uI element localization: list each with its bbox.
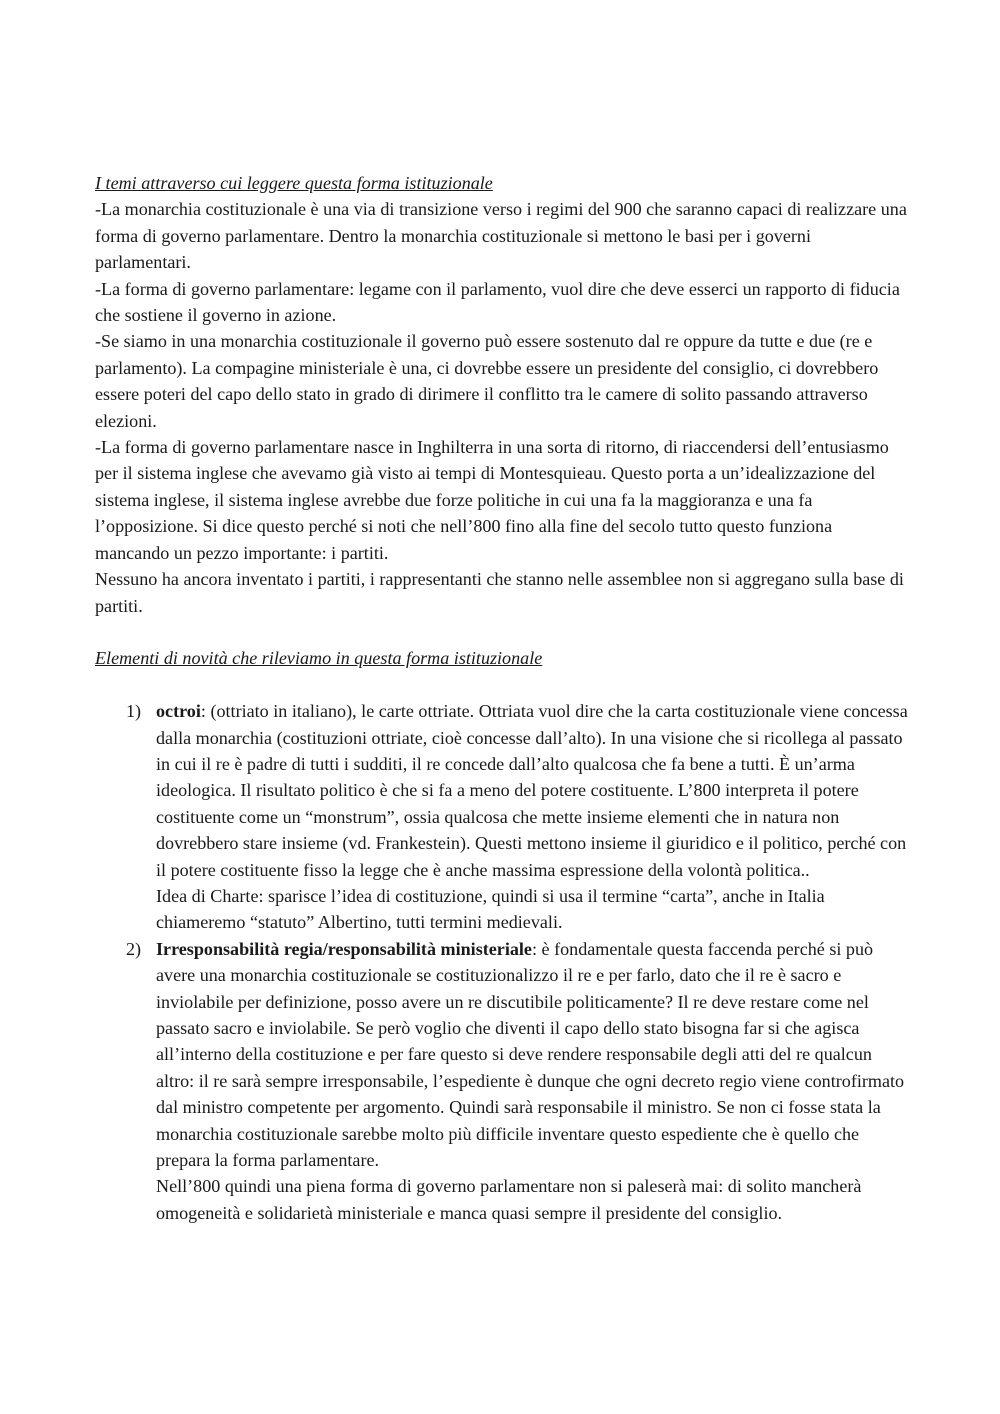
- document-page: [95, 170, 910, 1226]
- list-item: [95, 936, 910, 1226]
- paragraph-5: Nessuno ha ancora inventato i partiti, i rappresentanti che stanno nelle assemblee non si aggregano sulla base di partiti.: [95, 569, 904, 616]
- list-item-text: : (ottriato in italiano), le carte ottriate. Ottriata vuol dire che la carta costituzionale viene concessa dalla monarchia (costituzioni ottriate, cioè concesse dall’alto). In una visione che si ricollega al passato in cui il re è padre di tutti i sudditi, il re concede dall’alto qualcosa che fa bene a tutti. È un’arma ideologica. Il risultato politico è che si fa a meno del potere costituente. L’800 interpreta il potere costituente come un “monstrum”, ossia qualcosa che mette insieme elementi che in natura non dovrebbero stare insieme (vd. Frankestein). Questi mettono insieme il giuridico e il politico, perché con il potere costituente fisso la legge che è anche massima espressione della volontà politica..: [156, 701, 908, 880]
- list-number: 1): [126, 701, 142, 722]
- list-item-text: : è fondamentale questa faccenda perché si può avere una monarchia costituzionale se costituzionalizzo il re e per farlo, dato che il re è sacro e inviolabile per definizione, posso avere un re discutibile politicamente? Il re deve restare come nel passato sacro e inviolabile. Se però voglio che diventi il capo dello stato bisogna far si che agisca all’interno della costituzione e per fare questo si deve rendere responsabile degli atti del re qualcun altro: il re sarà sempre irresponsabile, l’espediente è dunque che ogni decreto regio viene controfirmato dal ministro competente per argomento. Quindi sarà responsabile il ministro. Se non ci fosse stata la monarchia costituzionale sarebbe molto più difficile inventare questo espediente che è quello che prepara la forma parlamentare.: [156, 938, 905, 1170]
- list-item-body: [156, 936, 910, 1174]
- list-number: 2): [126, 938, 142, 959]
- section-heading-elementi: Elementi di novità che rileviamo in questa forma istituzionale: [95, 648, 543, 669]
- paragraph-2: -La forma di governo parlamentare: legame con il parlamento, vuol dire che deve esserci un rapporto di fiducia che sostiene il governo in azione.: [95, 278, 900, 326]
- spacer: [95, 672, 910, 698]
- list-item-title: octroi: [156, 701, 201, 722]
- section-heading-temi: I temi attraverso cui leggere questa forma istituzionale: [95, 173, 493, 193]
- paragraph-4: -La forma di governo parlamentare nasce in Inghilterra in una sorta di ritorno, di riaccendersi dell’entusiasmo per il sistema inglese che avevamo già visto ai tempi di Montesquieau. Questo porta a un’idealizzazione del sistema inglese, il sistema inglese avrebbe due forze politiche in cui una fa la maggioranza e una fa l’opposizione. Si dice questo perché si noti che nell’800 fino alla fine del secolo tutto questo funziona mancando un pezzo importante: i partiti.: [95, 437, 889, 563]
- list-item-title: Irresponsabilità regia/responsabilità ministeriale: [156, 938, 532, 959]
- paragraph-3: -Se siamo in una monarchia costituzionale il governo può essere sostenuto dal re oppure da tutte e due (re e parlamento). La compagine ministeriale è una, ci dovrebbe essere un presidente del consiglio, ci dovrebbero essere poteri del capo dello stato in grado di dirimere il conflitto tra le camere di solito passando attraverso elezioni.: [95, 331, 879, 431]
- spacer: [95, 619, 910, 645]
- numbered-list: [95, 698, 910, 1226]
- list-item-extra: Idea di Charte: sparisce l’idea di costituzione, quindi si usa il termine “carta”, anche in Italia chiameremo “statuto” Albertino, tutti termini medievali.: [156, 885, 825, 933]
- paragraph-1: -La monarchia costituzionale è una via di transizione verso i regimi del 900 che saranno capaci di realizzare una forma di governo parlamentare. Dentro la monarchia costituzionale si mettono le basi per i governi parlamentari.: [95, 199, 907, 273]
- list-item-body: [156, 698, 910, 883]
- list-item-extra: Nell’800 quindi una piena forma di governo parlamentare non si paleserà mai: di solito mancherà omogeneità e solidarietà ministeriale e manca quasi sempre il presidente del consiglio.: [156, 1176, 862, 1223]
- list-item: [95, 698, 910, 936]
